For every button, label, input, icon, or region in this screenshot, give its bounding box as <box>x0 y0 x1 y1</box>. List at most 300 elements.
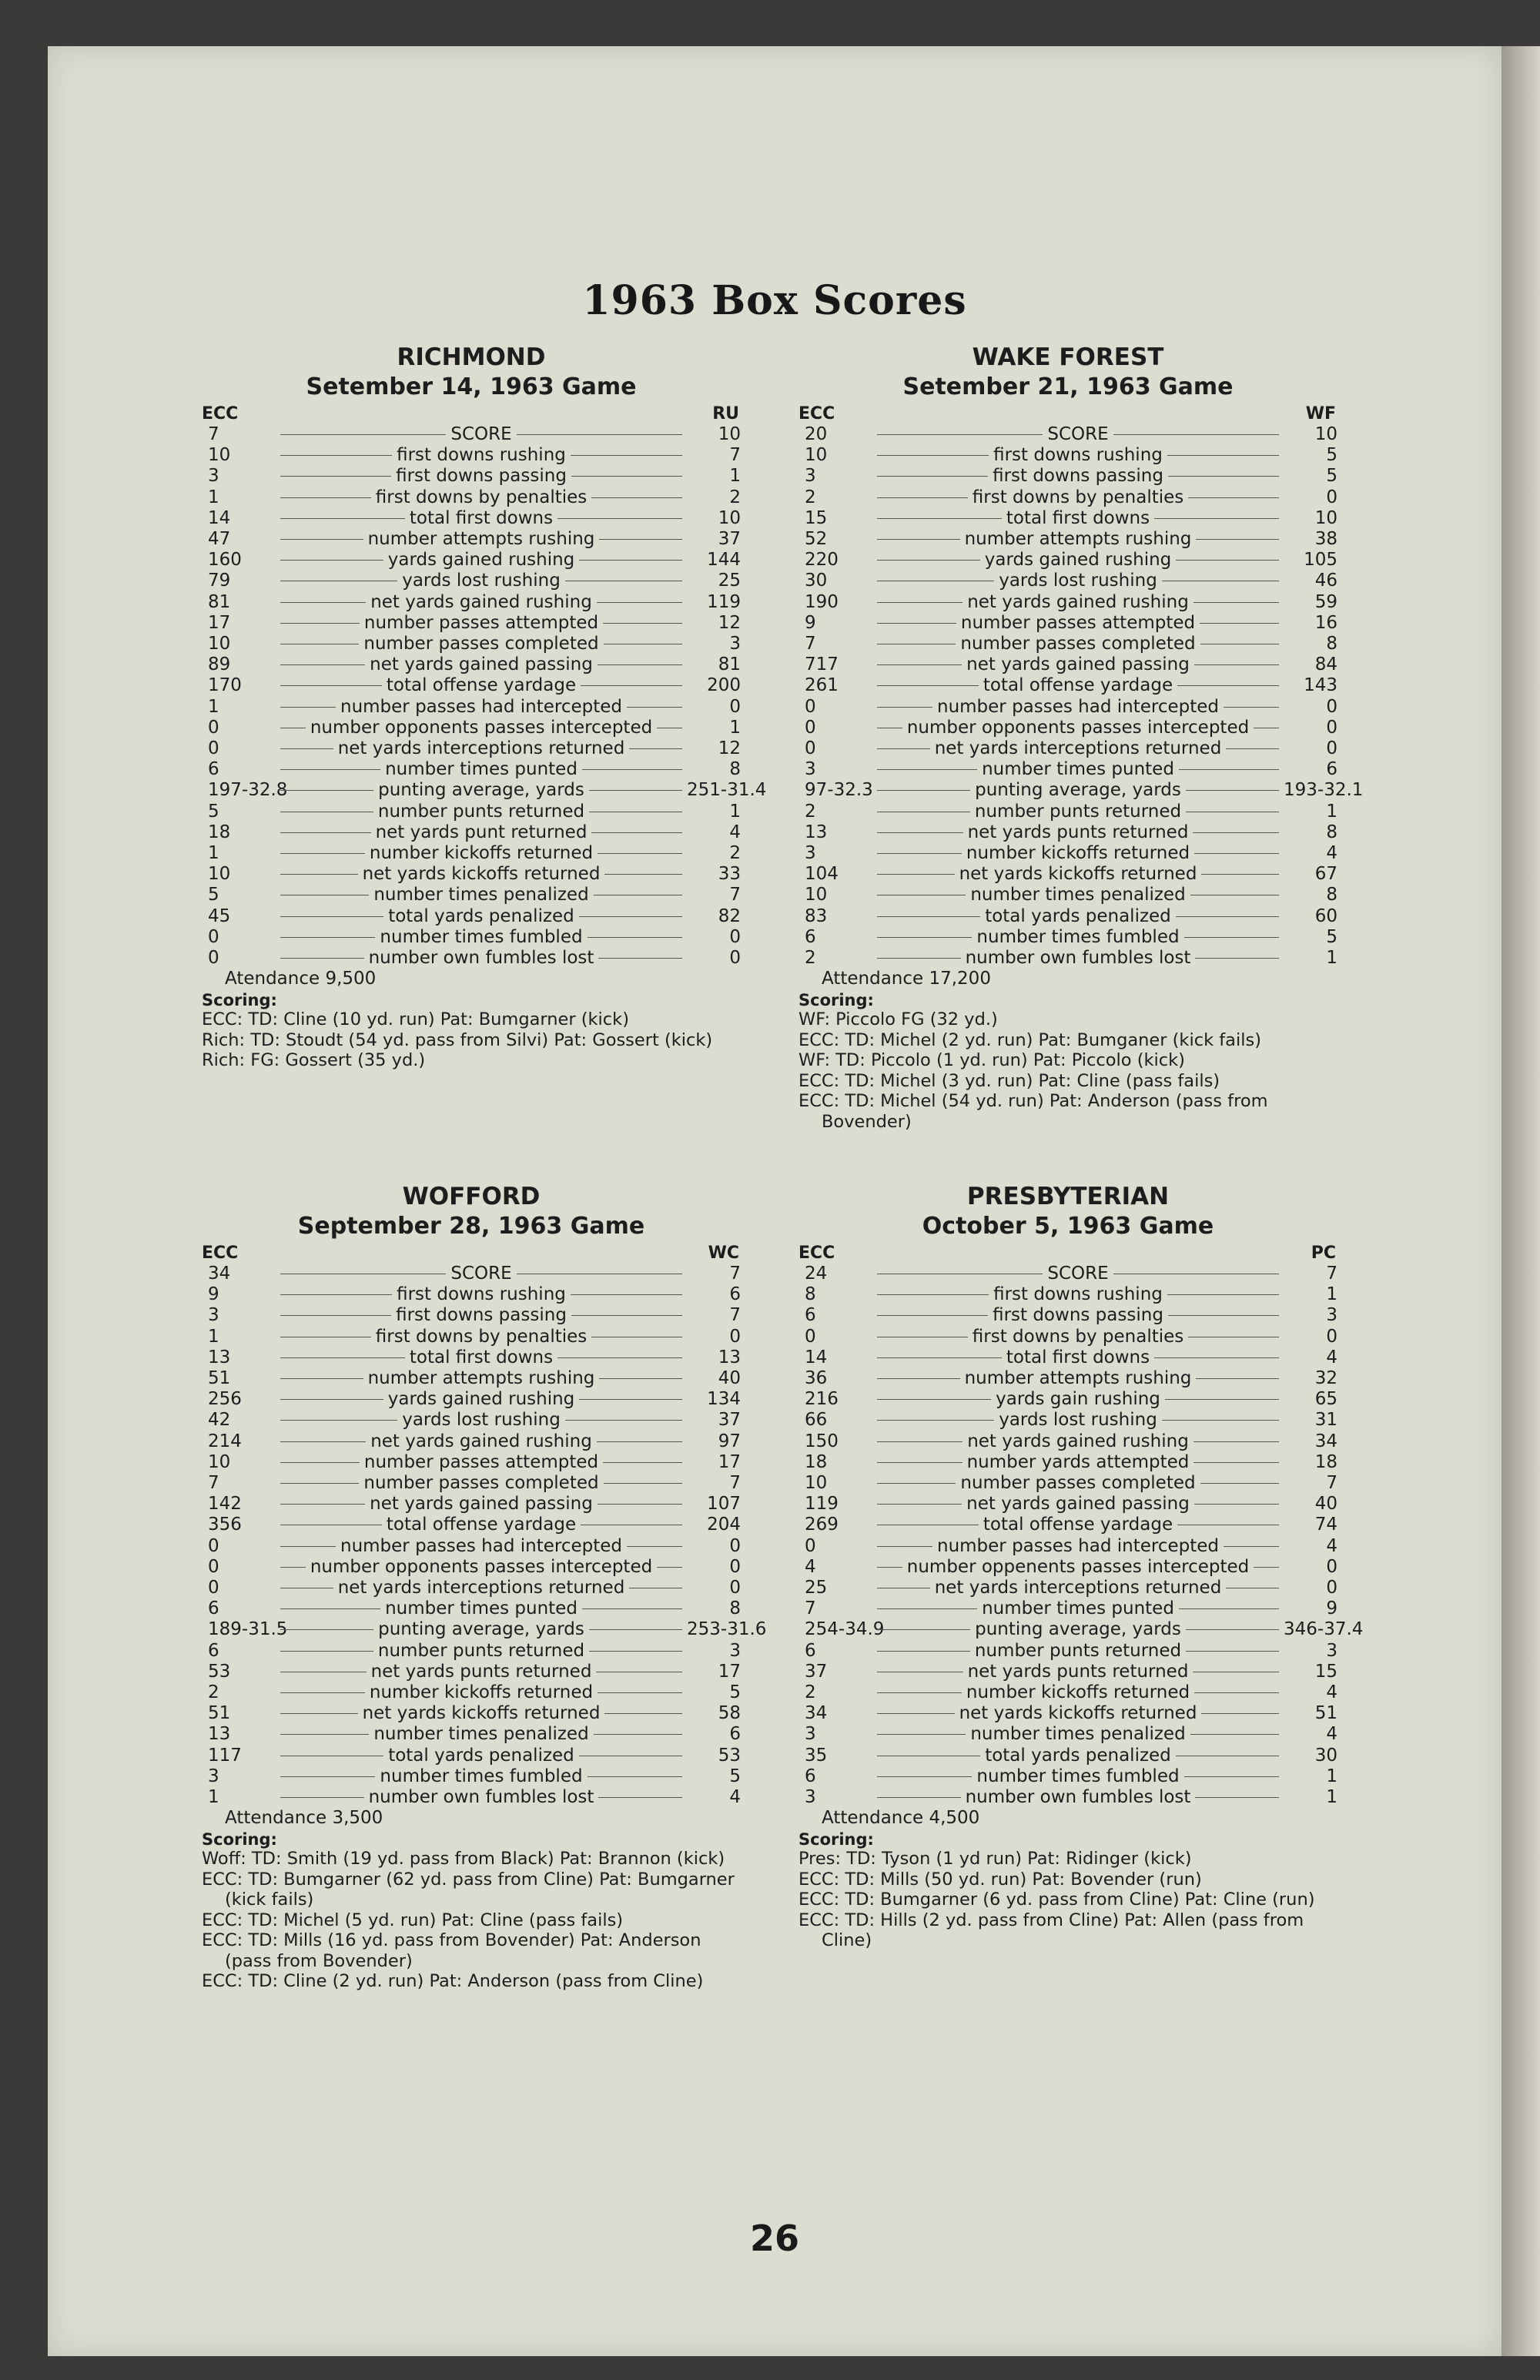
stat-row <box>798 1598 1337 1619</box>
stat-row <box>798 1264 1337 1284</box>
opponent-value: 4 <box>1326 1535 1338 1556</box>
leader-dots <box>603 1462 682 1463</box>
stat-row <box>202 927 741 948</box>
stat-row <box>798 780 1364 801</box>
stat-row <box>798 697 1337 718</box>
ecc-value: 15 <box>805 507 828 528</box>
opponent-value: 4 <box>729 1787 742 1808</box>
opponent-value: 60 <box>1314 905 1337 926</box>
ecc-value: 13 <box>208 1724 231 1745</box>
stat-row <box>798 675 1337 696</box>
stat-label: first downs rushing <box>993 445 1163 466</box>
ecc-value: 0 <box>208 1556 219 1577</box>
leader-dots <box>598 664 682 665</box>
leader-dots <box>1195 958 1279 959</box>
ecc-value: 7 <box>208 424 219 444</box>
opponent-value: 38 <box>1314 529 1337 550</box>
ecc-value: 214 <box>208 1431 242 1451</box>
stat-row <box>202 1619 767 1640</box>
stat-label: net yards gained passing <box>966 1494 1190 1515</box>
ecc-value: 0 <box>805 717 816 738</box>
opponent-value: 107 <box>707 1494 741 1515</box>
document-page <box>48 46 1502 2356</box>
stat-row <box>798 487 1337 508</box>
leader-dots <box>877 455 989 456</box>
leader-dots <box>588 1776 682 1777</box>
ecc-value: 6 <box>208 1598 219 1619</box>
leader-dots <box>598 958 682 959</box>
leader-dots <box>280 1567 306 1568</box>
opponent-value: 105 <box>1304 550 1338 571</box>
opponent-value: 6 <box>729 1284 741 1305</box>
ecc-value: 10 <box>208 1451 231 1472</box>
ecc-value: 14 <box>805 1347 828 1367</box>
leader-dots <box>877 1546 932 1547</box>
leader-dots <box>1188 497 1279 498</box>
leader-dots <box>657 1567 682 1568</box>
leader-dots <box>280 1713 358 1714</box>
stat-row <box>202 550 741 571</box>
stat-row <box>202 1473 741 1494</box>
ecc-value: 18 <box>805 1451 828 1472</box>
leader-dots <box>280 748 333 749</box>
stat-row <box>798 466 1337 487</box>
leader-dots <box>877 1294 989 1295</box>
stat-label: net yards gained rushing <box>370 1431 592 1451</box>
leader-dots <box>877 1776 972 1777</box>
leader-dots <box>1194 1692 1279 1693</box>
ecc-value: 5 <box>208 885 219 905</box>
stat-label: number passes had intercepted <box>937 696 1220 717</box>
leader-dots <box>1194 853 1279 854</box>
stat-label: number times fumbled <box>976 1766 1180 1786</box>
opponent-value: 7 <box>1326 1473 1337 1494</box>
game-date: October 5, 1963 Game <box>922 1213 1214 1240</box>
stat-row <box>202 1389 741 1410</box>
ecc-value: 2 <box>805 801 816 822</box>
opponent-value: 6 <box>1326 759 1338 780</box>
leader-dots <box>1224 707 1279 708</box>
leader-dots <box>557 1357 682 1358</box>
stat-row <box>798 948 1337 969</box>
ecc-value: 1 <box>208 487 219 507</box>
stat-row <box>798 802 1337 822</box>
leader-dots <box>1201 1713 1279 1714</box>
stat-row <box>798 1682 1337 1703</box>
scoring-heading: Scoring: <box>202 991 277 1010</box>
stat-label: yards lost rushing <box>999 571 1157 591</box>
stat-row <box>798 885 1337 905</box>
opponent-value: 10 <box>1314 507 1338 528</box>
leader-dots <box>627 1546 682 1547</box>
ecc-value: 42 <box>208 1410 231 1431</box>
stat-row <box>202 466 741 487</box>
ecc-value: 216 <box>805 1389 839 1410</box>
opponent-value: 32 <box>1314 1368 1337 1389</box>
leader-dots <box>589 1651 682 1652</box>
stat-row <box>798 1494 1337 1515</box>
leader-dots <box>571 455 682 456</box>
leader-dots <box>599 1378 682 1379</box>
stat-label: yards gained rushing <box>387 1389 575 1410</box>
opponent-value: 10 <box>718 507 742 528</box>
stat-row <box>202 1724 741 1745</box>
stat-label: net yards kickoffs returned <box>362 1703 601 1724</box>
leader-dots <box>877 958 961 959</box>
stat-label: number times penalized <box>373 1724 589 1745</box>
leader-dots <box>280 1399 383 1400</box>
stat-label: net yards interceptions returned <box>337 1578 625 1598</box>
stat-label: first downs passing <box>993 466 1163 487</box>
opponent-value: 3 <box>729 634 741 654</box>
leader-dots <box>280 497 371 498</box>
leader-dots <box>1176 560 1279 561</box>
scoring-heading: Scoring: <box>202 1830 277 1849</box>
stat-row <box>202 613 741 634</box>
stat-label: number passes completed <box>960 1473 1196 1494</box>
stat-row <box>202 1578 741 1598</box>
ecc-value: 256 <box>208 1389 242 1410</box>
leader-dots <box>877 1462 962 1463</box>
stat-label: net yards kickoffs returned <box>959 1703 1197 1724</box>
leader-dots <box>280 769 380 770</box>
ecc-value: 52 <box>805 529 828 550</box>
page-number: 26 <box>749 2218 799 2259</box>
stat-label: number punts returned <box>377 1640 585 1661</box>
leader-dots <box>1179 769 1279 770</box>
ecc-value: 0 <box>208 948 219 969</box>
stat-label: punting average, yards <box>378 1619 584 1640</box>
leader-dots <box>557 518 682 519</box>
stat-row <box>202 1662 741 1682</box>
leader-dots <box>588 937 682 938</box>
stat-row <box>798 1473 1337 1494</box>
opponent-value: 58 <box>718 1703 742 1724</box>
stat-row <box>202 718 741 738</box>
ecc-value: 197-32.8 <box>208 780 288 801</box>
leader-dots <box>877 518 1002 519</box>
stat-row <box>202 1703 741 1724</box>
leader-dots <box>1162 1420 1279 1421</box>
scoring-line: ECC: TD: Michel (54 yd. run) Pat: Anderson (pass from Bovender) <box>798 1091 1268 1132</box>
stat-row <box>798 843 1337 864</box>
leader-dots <box>598 1797 682 1798</box>
leader-dots <box>1194 1504 1279 1505</box>
stat-label: number own fumbles lost <box>965 1787 1191 1808</box>
leader-dots <box>877 1441 962 1442</box>
ecc-value: 0 <box>208 1578 219 1598</box>
opponent-value: 46 <box>1314 571 1337 591</box>
stat-label: number attempts rushing <box>367 529 595 550</box>
opponent-value: 204 <box>707 1515 742 1535</box>
stat-row <box>202 1598 741 1619</box>
ecc-value: 2 <box>208 1682 219 1703</box>
ecc-value: 6 <box>805 1305 816 1326</box>
leader-dots <box>1224 1546 1279 1547</box>
stat-row <box>202 1766 741 1787</box>
stat-label: first downs passing <box>993 1305 1163 1326</box>
ecc-value: 142 <box>208 1494 242 1515</box>
stat-row <box>202 634 741 654</box>
opponent-value: 17 <box>718 1661 742 1682</box>
leader-dots <box>877 1608 977 1609</box>
leader-dots <box>1165 1399 1279 1400</box>
ecc-value: 3 <box>805 1724 816 1745</box>
opponent-value: 53 <box>718 1745 741 1766</box>
leader-dots <box>598 1504 682 1505</box>
scoring-line: ECC: TD: Michel (2 yd. run) Pat: Bumganer (kick fails) <box>798 1029 1261 1050</box>
attendance: Attendance 3,500 <box>225 1808 383 1829</box>
leader-dots <box>1194 602 1279 603</box>
opponent-value: 0 <box>729 1535 742 1556</box>
opponent-value: 5 <box>1326 926 1337 947</box>
stat-row <box>202 1347 741 1368</box>
opponent-value: 143 <box>1304 675 1338 696</box>
leader-dots <box>1196 1378 1279 1379</box>
stat-row <box>202 1410 741 1431</box>
stat-row <box>798 822 1337 843</box>
stat-label: SCORE <box>1047 424 1109 444</box>
opponent-value: 200 <box>707 675 742 696</box>
ecc-value: 97-32.3 <box>805 780 873 801</box>
stat-label: total yards penalized <box>985 905 1171 926</box>
leader-dots <box>877 476 988 477</box>
opponent-value: 3 <box>1326 1640 1337 1661</box>
stat-label: number times penalized <box>373 885 589 905</box>
opponent-value: 7 <box>729 885 742 905</box>
game-date: Setember 14, 1963 Game <box>306 373 637 400</box>
stat-row <box>202 1746 741 1766</box>
stat-row <box>798 1284 1337 1305</box>
stat-label: total first downs <box>1006 1347 1150 1367</box>
team-header <box>798 1244 1337 1264</box>
leader-dots <box>280 1651 373 1652</box>
ecc-value: 45 <box>208 905 231 926</box>
stat-row <box>798 613 1337 634</box>
stat-row <box>798 864 1337 885</box>
leader-dots <box>877 1420 994 1421</box>
ecc-value: 34 <box>805 1703 828 1724</box>
ecc-value: 35 <box>805 1745 828 1766</box>
stat-label: punting average, yards <box>975 1619 1181 1640</box>
ecc-value: 9 <box>208 1284 219 1305</box>
stat-label: total yards penalized <box>985 1745 1171 1766</box>
stat-row <box>202 780 767 801</box>
stat-label: yards gained rushing <box>387 550 575 571</box>
leader-dots <box>877 1797 961 1798</box>
stat-label: total offense yardage <box>983 1515 1173 1535</box>
ecc-value: 104 <box>805 864 839 885</box>
leader-dots <box>280 602 366 603</box>
stat-row <box>798 1766 1337 1787</box>
leader-dots <box>1200 1483 1279 1484</box>
stat-label: number passes attempted <box>363 612 599 633</box>
leader-dots <box>877 1357 1002 1358</box>
ecc-value: 1 <box>208 1787 219 1808</box>
leader-dots <box>594 1734 682 1735</box>
scoring-line: ECC: TD: Hills (2 yd. pass from Cline) Pat: Allen (pass from Cline) <box>798 1910 1304 1951</box>
leader-dots <box>280 832 371 833</box>
ecc-value: 119 <box>805 1494 839 1515</box>
leader-dots <box>877 685 979 686</box>
ecc-value: 0 <box>208 738 219 759</box>
leader-dots <box>280 685 382 686</box>
opponent-value: 37 <box>718 1410 741 1431</box>
ecc-value: 190 <box>805 591 839 612</box>
opponent-value: 3 <box>729 1640 741 1661</box>
opponent-value: 17 <box>718 1451 742 1472</box>
leader-dots <box>1194 1462 1279 1463</box>
ecc-value: 51 <box>208 1368 231 1389</box>
leader-dots <box>517 434 682 435</box>
opponent-value: 8 <box>1326 634 1337 654</box>
stat-row <box>202 1431 741 1452</box>
ecc-value: 20 <box>805 424 828 444</box>
leader-dots <box>280 1441 366 1442</box>
scoring-line: Rich: TD: Stoudt (54 yd. pass from Silvi) Pat: Gossert (kick) <box>202 1029 713 1050</box>
page-title: 1963 Box Scores <box>582 277 967 324</box>
stat-row <box>202 1494 741 1515</box>
ecc-value: 0 <box>208 717 219 738</box>
leader-dots <box>280 1483 359 1484</box>
leader-dots <box>877 623 956 624</box>
leader-dots <box>877 832 963 833</box>
attendance: Atendance 9,500 <box>225 969 377 989</box>
ecc-value: 2 <box>805 1682 816 1703</box>
stat-row <box>798 1641 1337 1662</box>
leader-dots <box>877 1378 960 1379</box>
game-opponent: PRESBYTERIAN <box>966 1183 1170 1210</box>
opponent-value: 18 <box>1314 1451 1337 1472</box>
stat-label: yards lost rushing <box>402 1410 561 1431</box>
scoring-heading: Scoring: <box>798 991 874 1010</box>
leader-dots <box>280 1294 392 1295</box>
ecc-value: 10 <box>208 634 231 654</box>
stat-row <box>798 738 1337 759</box>
ecc-value: 0 <box>805 696 816 717</box>
opponent-value: 81 <box>718 654 741 675</box>
ecc-value: 17 <box>208 612 231 633</box>
opponent-value: 4 <box>1326 1724 1338 1745</box>
stat-label: first downs by penalties <box>972 487 1184 507</box>
left-team-label: ECC <box>798 404 835 423</box>
leader-dots <box>877 434 1043 435</box>
stat-label: number times punted <box>982 759 1174 780</box>
stat-row <box>798 571 1337 591</box>
ecc-value: 7 <box>805 634 816 654</box>
leader-dots <box>280 1797 364 1798</box>
scoring-line: Rich: FG: Gossert (35 yd.) <box>202 1050 426 1071</box>
box-score-wake-forest <box>798 343 1364 1132</box>
opponent-value: 1 <box>1326 801 1337 822</box>
leader-dots <box>877 1651 970 1652</box>
left-team-label: ECC <box>202 1244 239 1263</box>
opponent-value: 7 <box>1326 1264 1337 1284</box>
stat-label: number attempts rushing <box>964 529 1192 550</box>
opponent-value: 16 <box>1314 612 1338 633</box>
stat-label: number punts returned <box>974 801 1182 822</box>
stat-row <box>202 1264 741 1284</box>
stat-row <box>798 1368 1337 1389</box>
ecc-value: 1 <box>208 696 219 717</box>
stat-label: first downs passing <box>396 1305 567 1326</box>
leader-dots <box>1194 1441 1279 1442</box>
leader-dots <box>591 832 682 833</box>
leader-dots <box>591 497 682 498</box>
stat-label: number kickoffs returned <box>369 1682 594 1703</box>
right-team-label: RU <box>712 404 739 423</box>
stat-label: number passes completed <box>960 634 1196 654</box>
stat-row <box>798 718 1337 738</box>
stat-label: net yards interceptions returned <box>934 738 1222 759</box>
opponent-value: 1 <box>1326 1766 1337 1786</box>
leader-dots <box>629 748 682 749</box>
stat-row <box>202 1327 741 1347</box>
stat-label: number times fumbled <box>380 926 583 947</box>
left-team-label: ECC <box>798 1244 835 1263</box>
ecc-value: 10 <box>208 864 231 885</box>
stat-row <box>798 1662 1337 1682</box>
stat-label: number times penalized <box>970 1724 1186 1745</box>
leader-dots <box>1186 790 1279 791</box>
leader-dots <box>280 937 375 938</box>
leader-dots <box>877 1504 962 1505</box>
opponent-value: 134 <box>707 1389 742 1410</box>
opponent-value: 12 <box>718 612 742 633</box>
leader-dots <box>280 518 405 519</box>
opponent-value: 12 <box>718 738 741 759</box>
stat-label: yards lost rushing <box>999 1410 1157 1431</box>
opponent-value: 8 <box>729 759 742 780</box>
opponent-value: 0 <box>1326 717 1338 738</box>
stat-label: net yards punts returned <box>967 1661 1189 1682</box>
opponent-value: 4 <box>1326 1347 1338 1367</box>
ecc-value: 14 <box>208 507 231 528</box>
stat-label: net yards gained rushing <box>967 1431 1189 1451</box>
stat-row <box>202 1787 741 1808</box>
leader-dots <box>280 1462 360 1463</box>
ecc-value: 2 <box>805 948 816 969</box>
opponent-value: 7 <box>729 1473 741 1494</box>
stat-row <box>202 654 741 675</box>
leader-dots <box>280 455 392 456</box>
opponent-value: 0 <box>1326 1326 1338 1347</box>
stat-label: net yards kickoffs returned <box>959 864 1197 885</box>
stat-label: number passes completed <box>363 1473 599 1494</box>
stat-label: number oppenents passes intercepted <box>906 1556 1250 1577</box>
game-opponent: WOFFORD <box>402 1183 541 1210</box>
stat-label: total first downs <box>409 507 554 528</box>
leader-dots <box>280 434 446 435</box>
leader-dots <box>627 707 682 708</box>
stat-label: first downs rushing <box>397 445 566 466</box>
stat-label: net yards kickoffs returned <box>362 864 601 885</box>
opponent-value: 5 <box>1326 466 1337 487</box>
game-opponent: WAKE FOREST <box>972 343 1164 371</box>
opponent-value: 0 <box>729 1326 742 1347</box>
leader-dots <box>581 685 682 686</box>
leader-dots <box>280 1420 397 1421</box>
opponent-value: 5 <box>729 1766 741 1786</box>
opponent-value: 34 <box>1314 1431 1337 1451</box>
stat-label: number opponents passes intercepted <box>310 717 653 738</box>
attendance: Attendance 4,500 <box>822 1808 980 1829</box>
opponent-value: 31 <box>1314 1410 1337 1431</box>
scoring-line: ECC: TD: Mills (50 yd. run) Pat: Bovender (run) <box>798 1869 1202 1890</box>
ecc-value: 189-31.5 <box>208 1619 288 1640</box>
stat-row <box>202 675 741 696</box>
stat-label: number times penalized <box>970 885 1186 905</box>
